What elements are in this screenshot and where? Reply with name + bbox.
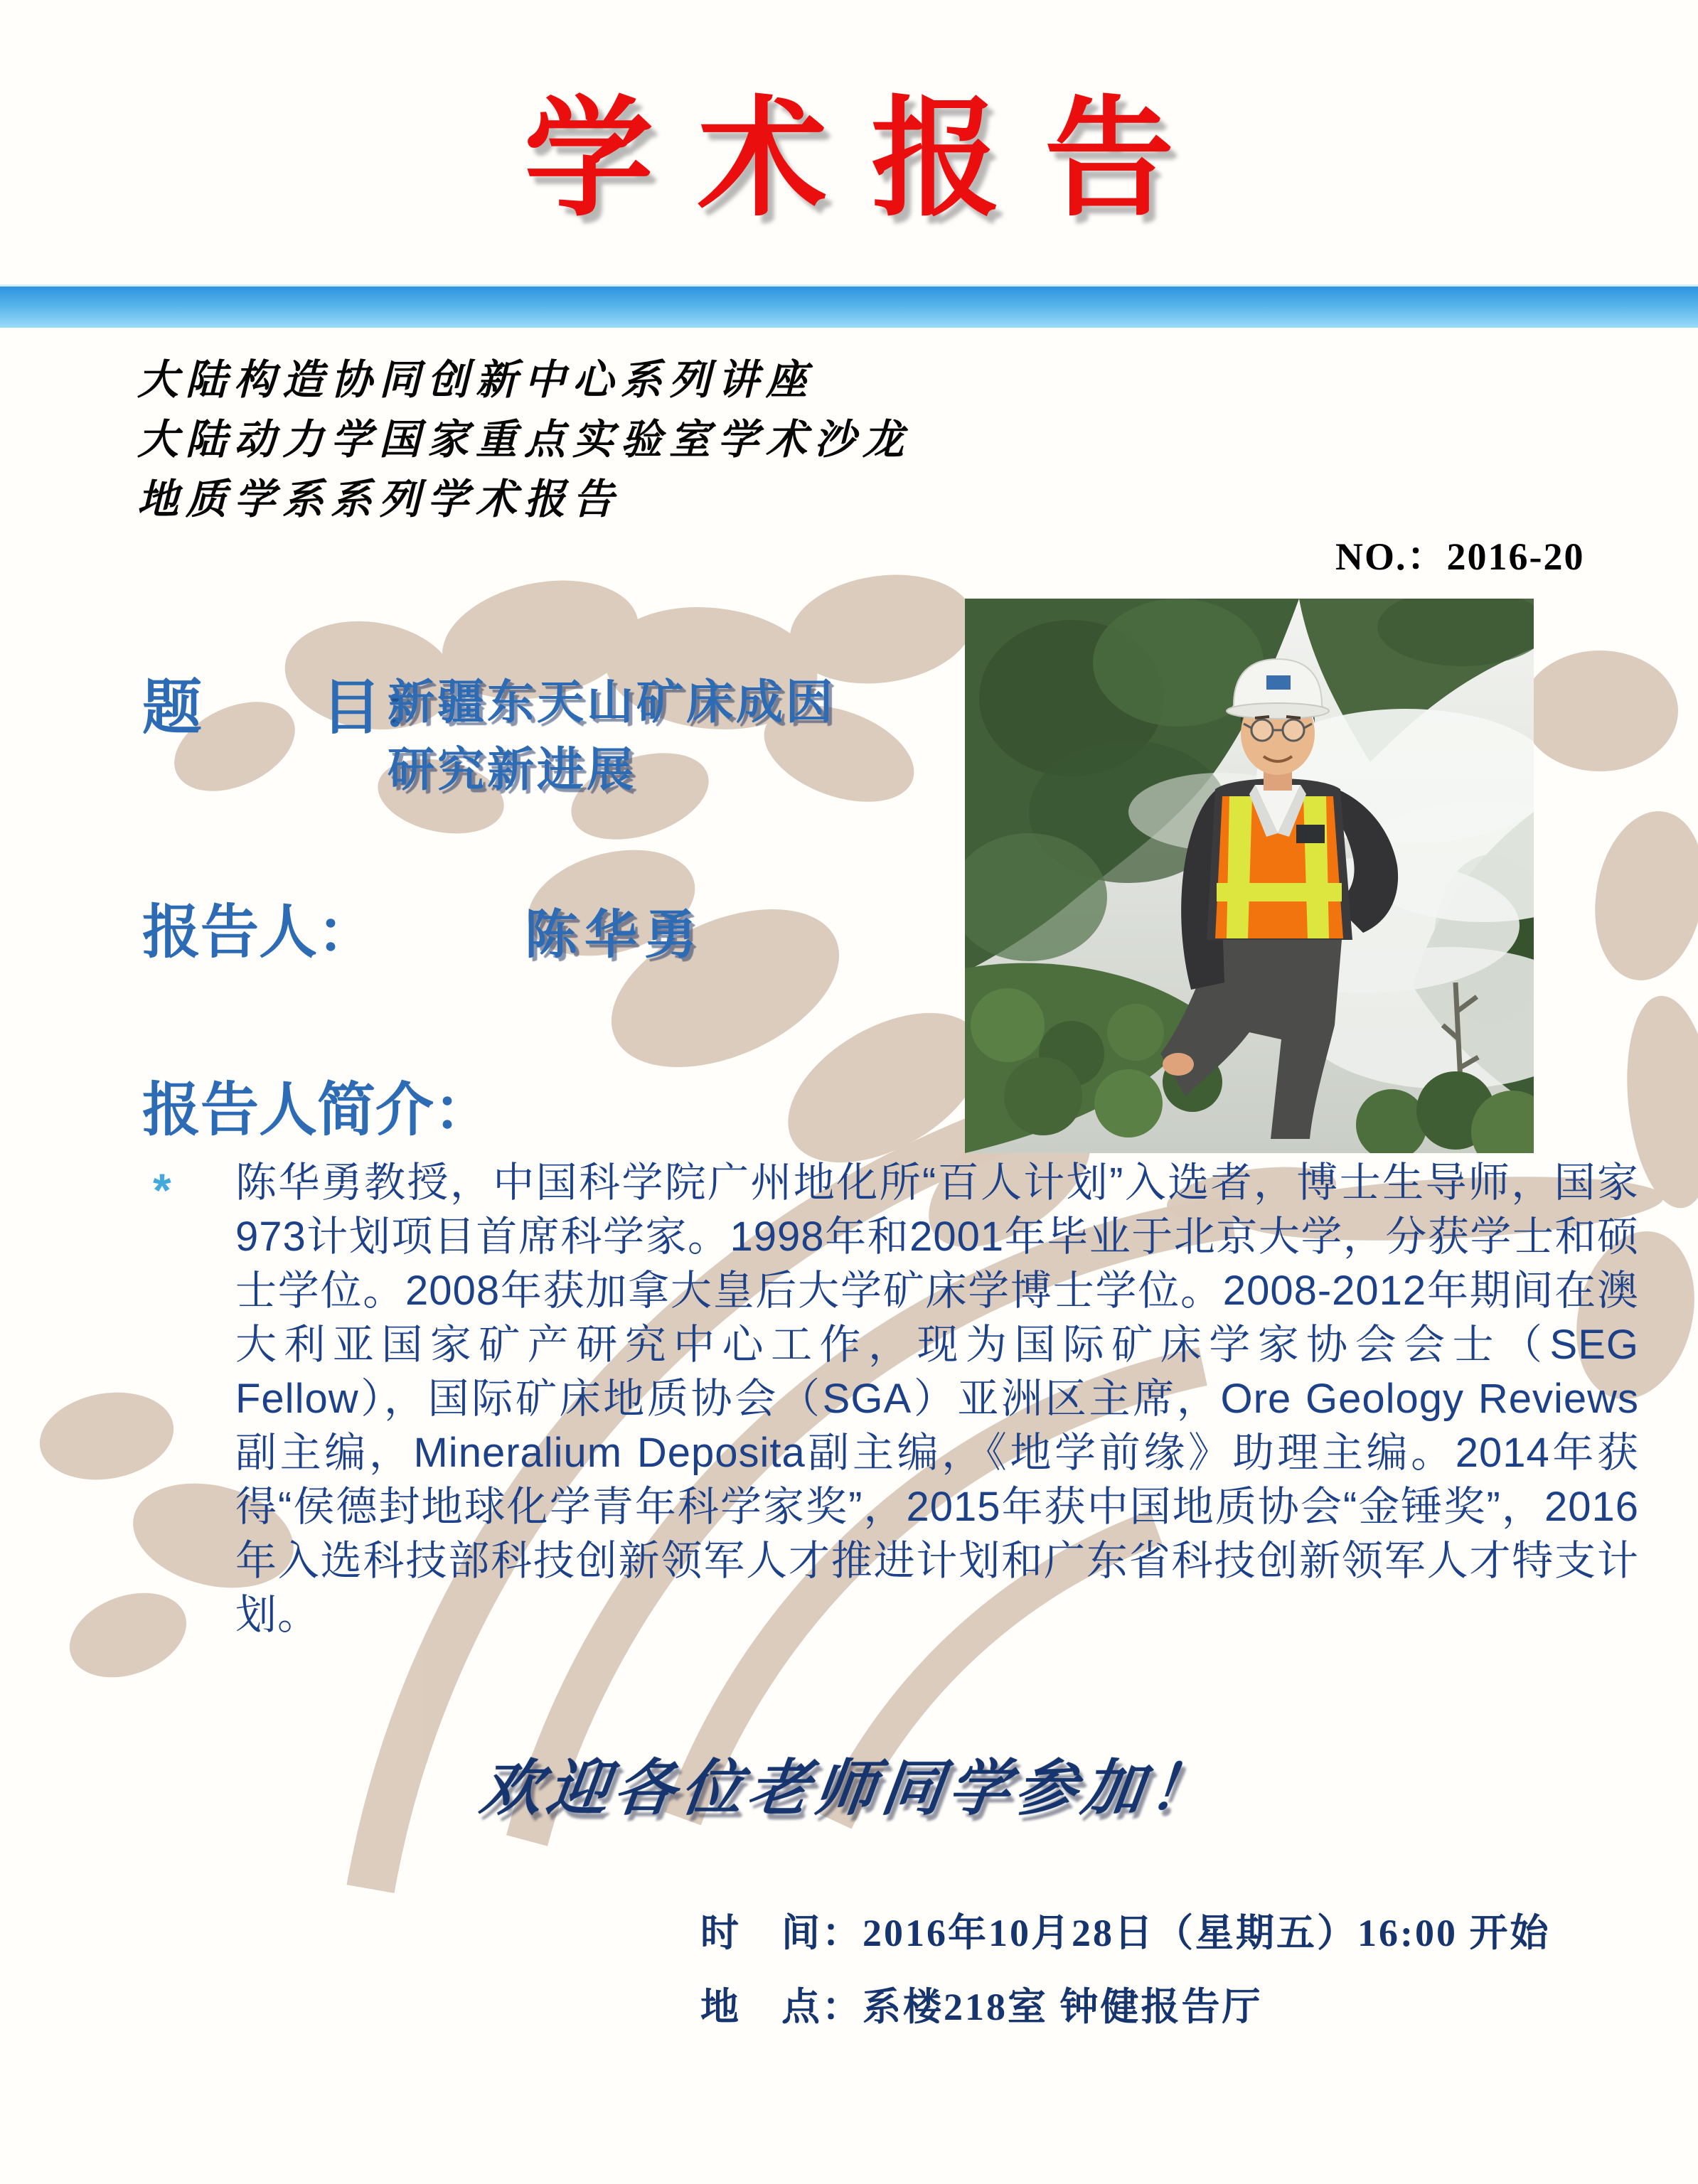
- bio-section: [153, 1156, 1639, 1642]
- schedule-place: 地 点：系楼218室 钟健报告厅: [700, 1986, 1263, 2028]
- topic-label: 题 目：: [142, 674, 442, 741]
- bio-paragraph: 陈华勇教授，中国科学院广州地化所“百人计划”入选者，博士生导师，国家973计划项目首席科学家。1998年和2001年毕业于北京大学，分获学士和硕士学位。2008年获加拿大皇后大学矿床学博士学位。2008-2012年期间在澳大利亚国家矿产研究中心工作，现为国际矿床学家协会会士（SEG Fellow），国际矿床地质协会（SGA）亚洲区主席，Ore Geology Reviews副主编，Mineralium Deposita副主编，《地学前缘》助理主编。2014年获得“侯德封地球化学青年科学家奖”，2015年获中国地质协会“金锤奖”，2016年入选科技部科技创新领军人才推进计划和广东省科技创新领军人才特支计划。: [235, 1160, 1639, 1638]
- series-line-3: 地质学系系列学术报告: [137, 475, 621, 523]
- speaker-photo: [965, 599, 1534, 1153]
- series-list: [137, 350, 911, 529]
- schedule-time: 时 间：2016年10月28日（星期五）16:00 开始: [700, 1912, 1551, 1954]
- welcome-line: 欢迎各位老师同学参加！: [476, 1752, 1221, 1824]
- speaker-label: 报告人：: [142, 900, 376, 965]
- topic-title: [388, 668, 835, 803]
- bio-heading: 报告人简介：: [142, 1078, 493, 1142]
- report-number: NO.：2016-20: [1335, 535, 1585, 578]
- topic-title-line2: 研究新进展: [388, 743, 636, 796]
- speaker-photo-illustration: [965, 599, 1534, 1153]
- bullet-asterisk-icon: *: [153, 1164, 171, 1216]
- series-line-1: 大陆构造协同创新中心系列讲座: [137, 355, 815, 404]
- speaker-name: 陈华勇: [525, 905, 704, 964]
- header-divider-bar: [0, 284, 1698, 328]
- lecture-title: 学术报告: [524, 86, 1218, 231]
- series-line-2: 大陆动力学国家重点实验室学术沙龙: [137, 415, 912, 464]
- topic-title-line1: 新疆东天山矿床成因: [388, 675, 835, 728]
